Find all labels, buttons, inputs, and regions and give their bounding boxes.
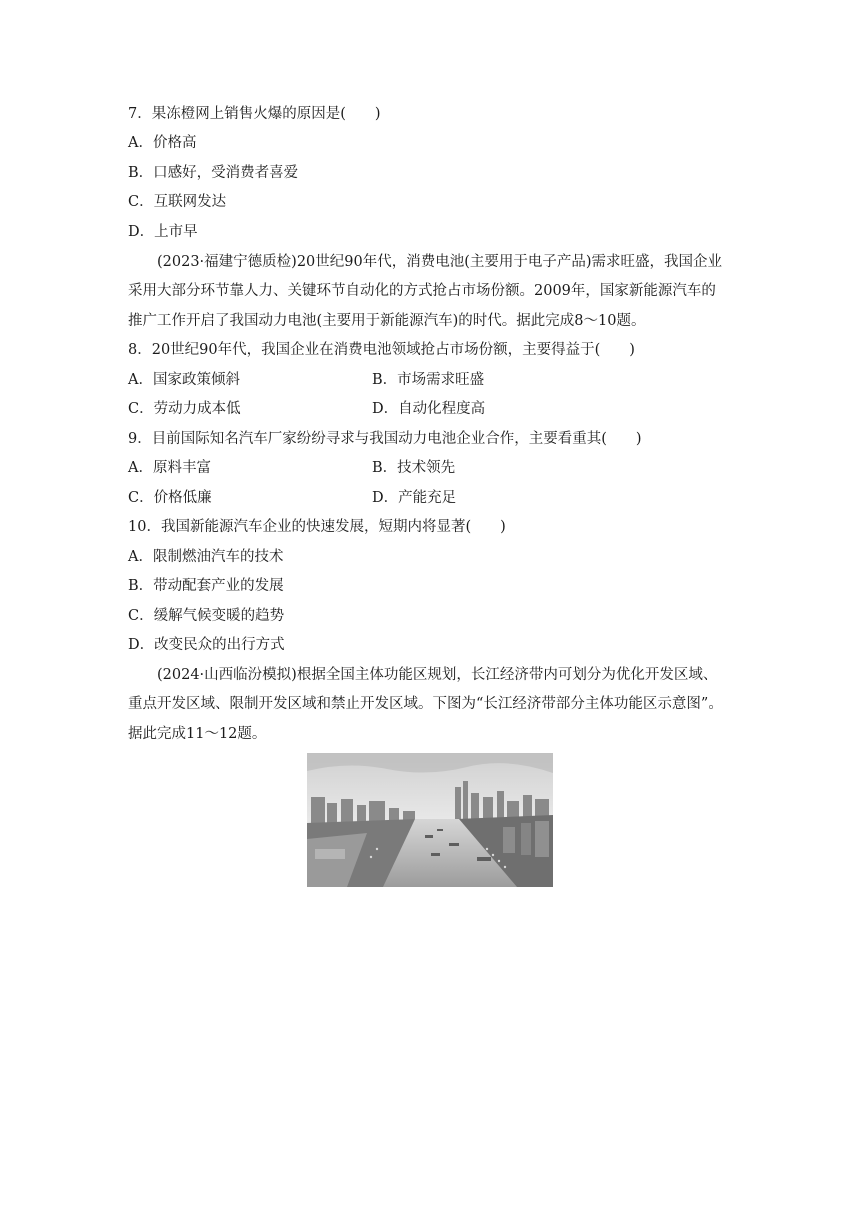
question-8-option-a: A．国家政策倾斜	[128, 372, 240, 388]
question-10-option-a: A．限制燃油汽车的技术	[128, 549, 284, 565]
question-9-option-b: B．技术领先	[372, 460, 456, 476]
question-8-option-d: D．自动化程度高	[372, 401, 486, 417]
question-10-stem: 10．我国新能源汽车企业的快速发展，短期内将显著( )	[128, 519, 506, 535]
question-9-stem: 9．目前国际知名汽车厂家纷纷寻求与我国动力电池企业合作，主要看重其( )	[128, 431, 642, 447]
passage-2-line-3: 据此完成11～12题。	[128, 726, 267, 742]
passage-2-line-1: (2024·山西临汾模拟)根据全国主体功能区规划，长江经济带内可划分为优化开发区域、	[157, 667, 718, 683]
question-7-option-a: A．价格高	[128, 135, 197, 151]
question-7-option-b: B．口感好，受消费者喜爱	[128, 165, 299, 181]
passage-1-line-1: (2023·福建宁德质检)20世纪90年代，消费电池(主要用于电子产品)需求旺盛，我国企业	[157, 254, 723, 270]
question-8-stem: 8．20世纪90年代，我国企业在消费电池领域抢占市场份额，主要得益于( )	[128, 342, 635, 358]
passage-1-line-3: 推广工作开启了我国动力电池(主要用于新能源汽车)的时代。据此完成8～10题。	[128, 313, 646, 329]
question-9-option-a: A．原料丰富	[128, 460, 211, 476]
question-10-option-c: C．缓解气候变暖的趋势	[128, 608, 285, 624]
question-9-option-c: C．价格低廉	[128, 490, 212, 506]
question-8-option-c: C．劳动力成本低	[128, 401, 241, 417]
question-10-option-b: B．带动配套产业的发展	[128, 578, 284, 594]
question-10-option-d: D．改变民众的出行方式	[128, 637, 285, 653]
question-7-option-d: D．上市早	[128, 224, 198, 240]
question-7-stem: 7．果冻橙网上销售火爆的原因是( )	[128, 106, 381, 122]
question-8-option-b: B．市场需求旺盛	[372, 372, 485, 388]
question-7-option-c: C．互联网发达	[128, 194, 227, 210]
yangtze-city-photo	[307, 753, 553, 887]
passage-1-line-2: 采用大部分环节靠人力、关键环节自动化的方式抢占市场份额。2009年，国家新能源汽车的	[128, 283, 716, 299]
question-9-option-d: D．产能充足	[372, 490, 457, 506]
passage-2-line-2: 重点开发区域、限制开发区域和禁止开发区域。下图为“长江经济带部分主体功能区示意图”。	[128, 696, 723, 712]
